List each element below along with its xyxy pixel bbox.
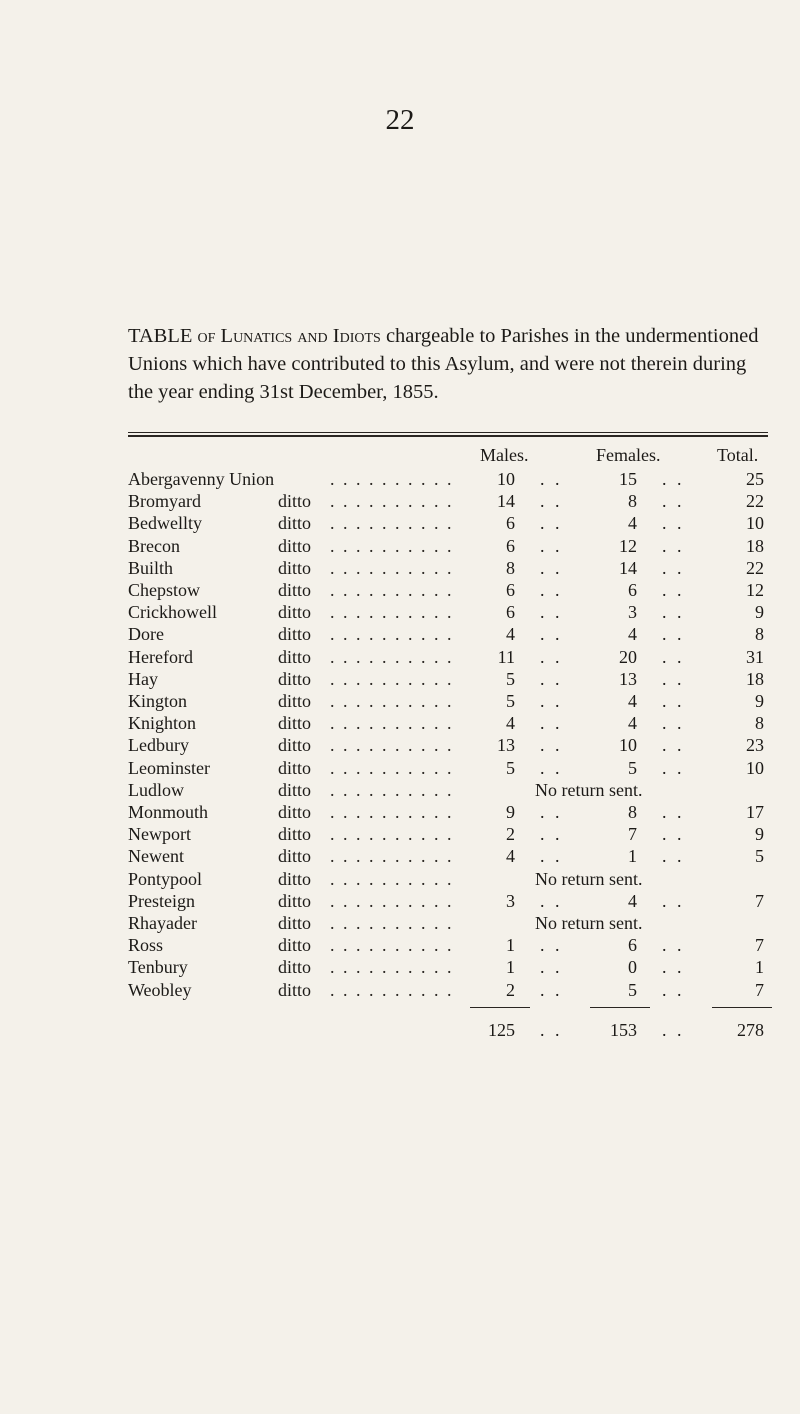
union-name: Pontypool [128,868,203,889]
females-value: 13 [619,668,637,689]
males-value: 4 [506,846,515,867]
ditto-mark: ditto [278,779,312,800]
separator-dots: . . [540,713,563,734]
ditto-mark: ditto [278,890,312,911]
ditto-mark: ditto [278,802,312,822]
page-number: 22 [385,104,415,136]
leader-dots: . . . . . . . . . . [330,535,454,556]
leader-dots: . . . . . . . . . . [330,757,454,778]
females-value: 20 [619,646,637,667]
leader-dots: . . . . . . . . . . [330,646,454,667]
total-value: 9 [755,602,764,623]
separator-dots: . . [662,668,685,689]
leader-dots: . . . . . . . . . . [330,935,454,956]
ditto-mark: ditto [278,557,312,578]
males-value: 10 [497,469,515,489]
separator-dots: . . [662,824,685,845]
ditto-mark: ditto [278,668,312,689]
separator-dots: . . [662,757,685,778]
males-value: 4 [506,624,515,645]
total-value: 10 [746,757,764,778]
no-return-note: No return sent. [535,913,643,933]
separator-dots: . . [540,580,563,600]
males-value: 5 [506,757,515,778]
ditto-mark: ditto [278,602,312,623]
ditto-mark: ditto [278,624,312,645]
union-name: Tenbury [128,957,188,978]
leader-dots: . . . . . . . . . . [330,913,454,933]
females-value: 6 [628,935,637,956]
ditto-mark: ditto [278,935,312,956]
females-value: 4 [628,691,637,711]
separator-dots: . . [662,957,685,978]
total-value: 10 [746,513,764,534]
separator-dots: . . [662,535,685,556]
females-value: 12 [619,535,637,556]
union-name: Rhayader [128,913,197,933]
separator-dots: . . [662,846,685,867]
leader-dots: . . . . . . . . . . [330,691,454,711]
ditto-mark: ditto [278,535,312,556]
total-value: 23 [746,735,764,756]
ditto-mark: ditto [278,713,312,734]
header-females: Females. [596,445,661,465]
separator-dots: . . [540,557,563,578]
union-name: Presteign [128,890,195,911]
leader-dots: . . . . . . . . . . [330,491,454,512]
females-value: 4 [628,713,637,734]
total-value: 7 [755,979,764,1000]
union-name: Bromyard [128,491,201,512]
total-sum-line [712,1007,772,1008]
males-value: 1 [506,935,515,956]
males-total: 125 [488,1019,515,1040]
separator-dots: . . [540,890,563,911]
leader-dots: . . . . . . . . . . [330,868,454,889]
leader-dots: . . . . . . . . . . [330,624,454,645]
separator-dots: . . [662,802,685,822]
ditto-mark: ditto [278,735,312,756]
separator-dots: . . [540,535,563,556]
males-value: 2 [506,824,515,845]
union-name: Ludlow [128,779,184,800]
males-value: 11 [497,646,515,667]
total-value: 9 [755,691,764,711]
union-name: Knighton [128,713,197,734]
males-value: 4 [506,713,515,734]
total-value: 7 [755,890,764,911]
ditto-mark: ditto [278,913,312,933]
union-name: Crickhowell [128,602,217,623]
females-value: 3 [628,602,637,623]
separator-dots: . . [662,735,685,756]
caption-smallcaps: of Lunatics and Idiots [197,325,381,347]
leader-dots: . . . . . . . . . . [330,890,454,911]
leader-dots: . . . . . . . . . . [330,979,454,1000]
separator-dots: . . [540,802,563,822]
females-value: 0 [628,957,637,978]
males-value: 1 [506,957,515,978]
union-name: Hay [128,668,158,689]
union-name: Newport [128,824,191,845]
males-value: 6 [506,580,515,600]
males-value: 13 [497,735,515,756]
males-value: 3 [506,890,515,911]
males-value: 6 [506,535,515,556]
females-value: 14 [619,557,637,578]
males-value: 6 [506,602,515,623]
separator-dots: . . [662,557,685,578]
leader-dots: . . . . . . . . . . [330,469,454,489]
separator-dots: . . [540,735,563,756]
union-name: Chepstow [128,580,200,600]
separator-dots: . . [540,624,563,645]
separator-dots: . . [662,1019,685,1040]
leader-dots: . . . . . . . . . . [330,602,454,623]
grand-total: 278 [737,1019,764,1040]
ditto-mark: ditto [278,846,312,867]
header-total: Total. [717,445,759,465]
union-name: Builth [128,557,174,578]
males-sum-line [470,1007,530,1008]
separator-dots: . . [662,935,685,956]
total-value: 18 [746,535,764,556]
ditto-mark: ditto [278,491,312,512]
males-value: 14 [497,491,515,512]
separator-dots: . . [662,890,685,911]
total-value: 12 [746,580,764,600]
leader-dots: . . . . . . . . . . [330,513,454,534]
separator-dots: . . [540,469,563,489]
leader-dots: . . . . . . . . . . [330,580,454,600]
separator-dots: . . [662,491,685,512]
ditto-mark: ditto [278,979,312,1000]
females-value: 4 [628,513,637,534]
females-sum-line [590,1007,650,1008]
separator-dots: . . [662,602,685,623]
union-name: Leominster [128,757,210,778]
union-name: Ledbury [128,735,189,756]
females-value: 1 [628,846,637,867]
males-value: 5 [506,691,515,711]
females-value: 8 [628,491,637,512]
ditto-mark: ditto [278,646,312,667]
separator-dots: . . [540,602,563,623]
separator-dots: . . [540,668,563,689]
ditto-mark: ditto [278,513,312,534]
separator-dots: . . [662,469,685,489]
separator-dots: . . [540,1019,563,1040]
separator-dots: . . [662,580,685,600]
ditto-mark: ditto [278,580,312,600]
females-total: 153 [610,1019,637,1040]
total-value: 22 [746,557,764,578]
separator-dots: . . [540,824,563,845]
ditto-mark: ditto [278,824,312,845]
union-name: Abergavenny Union [128,469,275,489]
separator-dots: . . [540,846,563,867]
union-name: Dore [128,624,164,645]
union-name: Hereford [128,646,193,667]
separator-dots: . . [540,935,563,956]
males-value: 8 [506,557,515,578]
leader-dots: . . . . . . . . . . [330,668,454,689]
separator-dots: . . [540,513,563,534]
total-value: 22 [746,491,764,512]
leader-dots: . . . . . . . . . . [330,957,454,978]
females-value: 6 [628,580,637,600]
separator-dots: . . [662,624,685,645]
leader-dots: . . . . . . . . . . [330,802,454,822]
ditto-mark: ditto [278,757,312,778]
caption-rest: chargeable to Parishes in the undermentioned Unions which have contributed to this Asylum, and were not therein during the year ending 31st December, 1855. [128,325,759,403]
females-value: 10 [619,735,637,756]
females-value: 4 [628,890,637,911]
females-value: 15 [619,469,637,489]
separator-dots: . . [662,979,685,1000]
total-value: 5 [755,846,764,867]
union-name: Bedwellty [128,513,202,534]
caption-prefix: TABLE [128,325,193,347]
total-value: 17 [746,802,764,822]
no-return-note: No return sent. [535,868,643,889]
total-value: 31 [746,646,764,667]
separator-dots: . . [662,646,685,667]
separator-dots: . . [540,646,563,667]
females-value: 4 [628,624,637,645]
ditto-mark: ditto [278,957,312,978]
no-return-note: No return sent. [535,779,643,800]
separator-dots: . . [540,691,563,711]
total-value: 8 [755,624,764,645]
union-name: Newent [128,846,184,867]
union-name: Ross [128,935,164,956]
separator-dots: . . [662,513,685,534]
union-name: Monmouth [128,802,209,822]
total-value: 25 [746,469,764,489]
leader-dots: . . . . . . . . . . [330,557,454,578]
males-value: 6 [506,513,515,534]
males-value: 2 [506,979,515,1000]
total-value: 18 [746,668,764,689]
leader-dots: . . . . . . . . . . [330,846,454,867]
females-value: 8 [628,802,637,822]
females-value: 7 [628,824,637,845]
total-value: 8 [755,713,764,734]
separator-dots: . . [540,491,563,512]
leader-dots: . . . . . . . . . . [330,779,454,800]
leader-dots: . . . . . . . . . . [330,713,454,734]
males-value: 5 [506,668,515,689]
union-name: Kington [128,691,188,711]
females-value: 5 [628,979,637,1000]
leader-dots: . . . . . . . . . . [330,735,454,756]
total-value: 9 [755,824,764,845]
separator-dots: . . [662,713,685,734]
separator-dots: . . [662,691,685,711]
total-value: 1 [755,957,764,978]
union-name: Weobley [128,979,192,1000]
ditto-mark: ditto [278,868,312,889]
males-value: 9 [506,802,515,822]
females-value: 5 [628,757,637,778]
separator-dots: . . [540,979,563,1000]
leader-dots: . . . . . . . . . . [330,824,454,845]
ditto-mark: ditto [278,691,312,711]
separator-dots: . . [540,757,563,778]
union-name: Brecon [128,535,180,556]
separator-dots: . . [540,957,563,978]
total-value: 7 [755,935,764,956]
header-males: Males. [480,445,529,465]
